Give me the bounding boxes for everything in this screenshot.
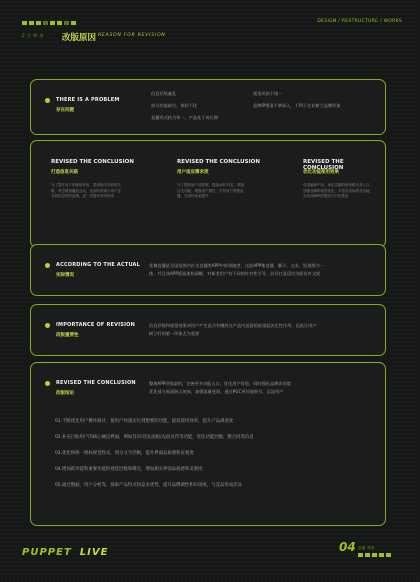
footer-brand-b: LIVE [79,547,109,558]
footer-brand [22,547,108,558]
revised-text-line: 整理APP层级架构，完善更多功能入口，优化用户体验，同时强化品牌识别度 [149,381,291,386]
importance-text-line: 树立好的第一印象尤为重要 [149,331,200,336]
revised-text-line: 优化部分界面展示效果，加强流量变现，通过PGC更好地吸引、沉淀用户 [149,389,284,394]
problem-item: 品牌IP塑造不够深入，不利于企业树立品牌形象 [253,103,341,108]
column-description: 引进最新产品，优化功能的使用路径及入口，加强品牌的视觉优化，丰富应用场景及功能，完成品牌IP的塑造与内容建设 [303,183,373,198]
page-subtitle: REASON FOR REVISION [98,33,166,38]
list-item: 04.增加新功能和重要功能的视觉层级和曝光，增加相关界面品质感和美观度 [55,467,203,472]
column-heading-cn: 用户适应需求度 [177,170,209,175]
problem-item: 部分功能缺失，体验不佳 [151,103,198,108]
page-title: 改版原因 [62,33,97,43]
column-heading-cn: 优化功能使用效果 [303,170,339,175]
bullet-dot [45,323,50,328]
importance-heading: IMPORTANCE OF REVISION [56,322,135,328]
revised-heading: REVISED THE CONCLUSION [56,380,136,386]
importance-card [30,304,386,356]
problem-card [30,79,386,135]
bullet-dot [45,263,50,268]
revised-card [30,362,386,526]
header-right-text: DESIGN / RESTRUCTURE / WORKS [317,19,402,24]
problem-item: 视觉风格不统一 [253,91,283,96]
problem-heading: THERE IS A PROBLEM [56,97,120,103]
actual-heading: ACCORDING TO THE ACTUAL [56,262,141,268]
bullet-dot [45,98,50,103]
list-item: 02.补充目标用户的核心痛点界面，例如首页/话礼面板/充值页作等功能，优化功能层级，整合同类信息 [55,435,254,440]
list-item: 03.优化和统一图标视觉样式，划分文字层级，提升界面品质感和直观度 [55,451,194,456]
bullet-dot [45,381,50,386]
problem-item: 信息层级紊乱 [151,91,177,96]
importance-text-line: 信息层级和视觉效果对用户产生是否有继续在产品内逗留的欲望起决定性作用，因此让用户 [149,323,317,328]
problem-item: 直播形式较为单一，产品处于成长期 [151,115,219,120]
logo-subtitle: Z 亚 W 浙 [22,33,45,38]
footer-brand-a: PUPPET [22,547,72,558]
logo-blocks [22,21,76,25]
column-heading: REVISED THE CONCLUSION [51,159,134,165]
column-heading: REVISED THE CONCLUSION [303,159,344,171]
list-item: 01.不断优化用户操作路径，使用户快速定位到想要的功能，提高使用效率，提升产品满意度 [55,419,234,424]
column-heading: REVISED THE CONCLUSION [177,159,260,165]
column-description: 为了提高用户活跃度，提高UGC内容，增加社交功能，增强用户黏性，引导用户观看直播，完成转化率提升 [177,183,245,198]
list-item: 05.通过数据、用户分析等，探索产品特点和竞争优势，提升品牌调性和识别度，与竞品形成差异 [55,483,243,488]
actual-heading-cn: 实际情况 [56,273,74,278]
page-number: 04 [339,540,356,554]
column-description: 为了提升用户的使用体验，提高相关内容的关联，考虑增加播放互动，直到有效减少用户在寻找信息时的浪费，进一步提升使用效率 [51,183,121,198]
actual-text-line: 体，并且该APP版面架构清晰，对新老用户有不同的针对性引导，首页打造适用为面仿有文娱 [149,271,321,276]
conclusion-columns-card [30,140,386,248]
actual-card [30,244,386,296]
footer-subtitle: 直播 界面 [358,546,375,550]
column-heading-cn: 打造信息关联 [51,170,78,175]
problem-heading-cn: 存在问题 [56,108,74,113]
revised-heading-cn: 改版结论 [56,391,74,396]
footer-blocks [358,553,391,557]
importance-heading-cn: 改版重要性 [56,333,79,338]
actual-text-line: 花椒直播是全国范围内社交直播类APP中的领跑者，这款APP集直播、聊天、交友、短视频为一 [149,263,324,268]
